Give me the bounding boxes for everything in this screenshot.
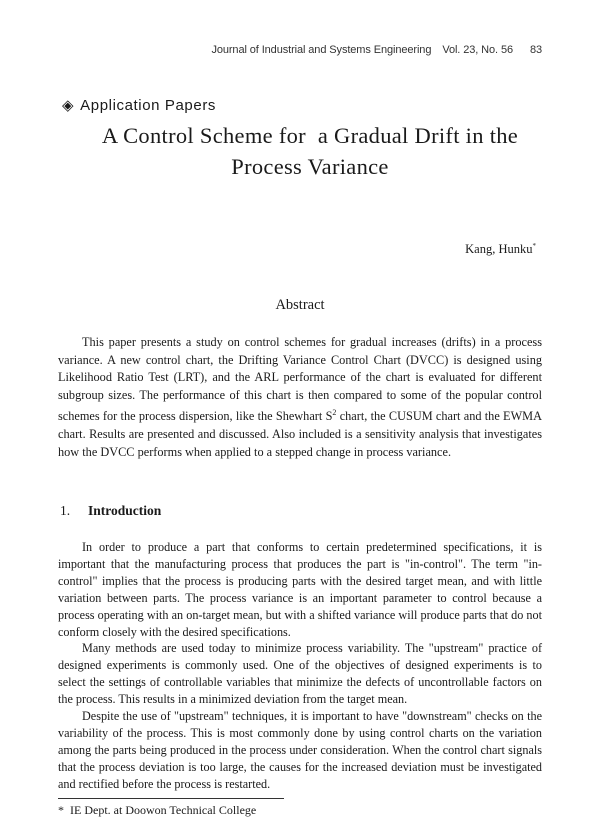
section-label-text: Application Papers — [80, 97, 217, 114]
author — [465, 242, 536, 257]
section-heading-introduction — [60, 503, 161, 519]
abstract-text-part-1: This paper presents a study on control schemes for gradual increases (drifts) in a process variance. A new control chart, the Drifting Variance Control Chart (DVCC) is designed using Likelihood Ratio Test (LRT), and the ARL performance of the chart is evaluated for different subgroup sizes. The performance of this chart is then compared to some of the popular control schemes for the process dispersion, like the Shewhart S — [58, 335, 542, 424]
abstract-text-part-2: chart, the CUSUM chart and the EWMA chart. Results are presented and discussed. Also included is a sensitivity analysis that investigates how the DVCC performs when applied to a stepped change in process variance. — [58, 409, 542, 459]
abstract-text — [58, 334, 542, 461]
paragraph: Despite the use of "upstream" techniques, it is important to have "downstream" checks on the variability of the process. This is most commonly done by using control charts on the variation among the parts being produced in the process under consideration. When the control chart signals that the process deviation is too large, the causes for the increased deviation must be investigated and rectified before the process is restarted. — [58, 709, 542, 791]
footnote-mark: * — [58, 803, 64, 817]
journal-name: Journal of Industrial and Systems Engineering — [211, 44, 432, 56]
volume-issue: Vol. 23, No. 56 — [442, 44, 513, 56]
footnote — [58, 803, 256, 818]
section-label — [62, 96, 216, 114]
abstract-heading: Abstract — [275, 297, 325, 313]
paragraph: In order to produce a part that conforms to certain predetermined specifications, it is important that the manufacturing process that produces the part is "in-control". The term "in-control" implies that the process is producing parts with the desired target mean, and with little variation between parts. The process variance is an important parameter to control because a process operating with an on-target mean, but with a shifted variance will produce parts that do not conform closely with the desired specifications. — [58, 540, 542, 639]
section-title: Introduction — [88, 503, 162, 518]
running-head — [211, 44, 542, 56]
paragraph: Many methods are used today to minimize process variability. The "upstream" practice of designed experiments is commonly used. One of the objectives of designed experiments is to select the settings of controllable variables that minimize the defects of uncontrollable factors on the process. This results in a minimized deviation from the target mean. — [58, 641, 542, 707]
author-name: Kang, Hunku — [465, 242, 533, 257]
footnote-text: IE Dept. at Doowon Technical College — [70, 803, 257, 817]
author-footnote-mark: * — [532, 242, 536, 250]
introduction-body — [58, 539, 542, 793]
diamond-icon: ◈ — [62, 97, 75, 114]
abstract-superscript: 2 — [332, 408, 337, 418]
paper-title — [40, 120, 580, 182]
page-number: 83 — [529, 44, 542, 56]
section-number: 1. — [60, 503, 71, 518]
footnote-divider — [58, 798, 284, 799]
title-line-1: A Control Scheme for a Gradual Drift in the — [101, 123, 519, 148]
title-line-2: Process Variance — [231, 154, 389, 179]
